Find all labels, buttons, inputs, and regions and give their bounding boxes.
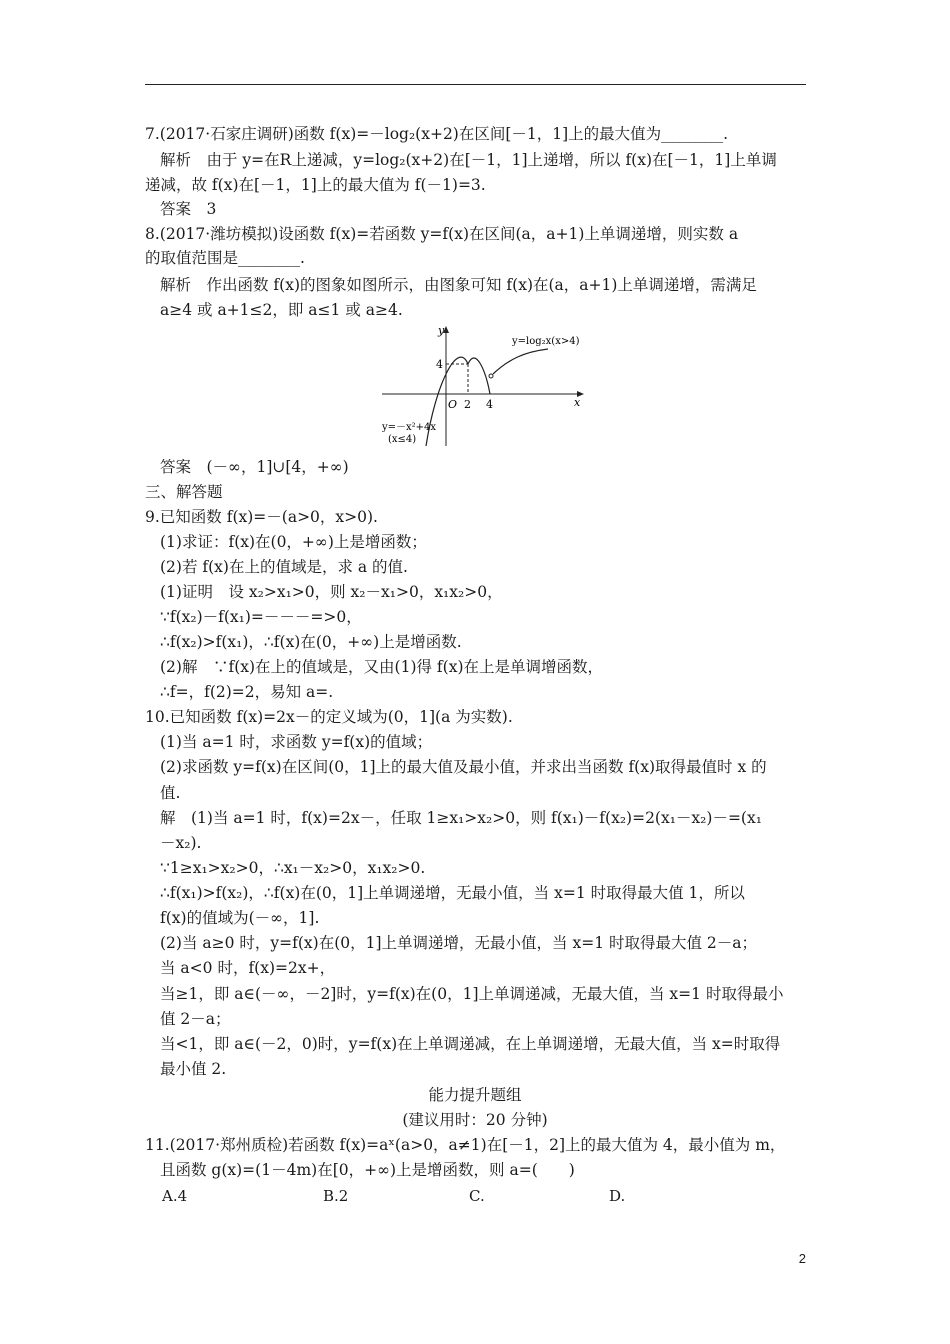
- header-rule: [145, 84, 806, 85]
- parabola-label: y=－x²+4x: [382, 422, 437, 433]
- suggested-time: (建议用时：20 分钟): [402, 1111, 548, 1129]
- group-title: 能力提升题组: [428, 1086, 522, 1104]
- problem-10-part-2-cont: 值.: [160, 784, 181, 802]
- problem-8-answer: 答案 (－∞，1]∪[4，+∞): [160, 458, 349, 476]
- problem-10-solution-2-case-a-cont: 值 2－a；: [160, 1010, 231, 1028]
- problem-9-proof-conclusion: ∴f(x₂)>f(x₁)，∴f(x)在(0，+∞)上是增函数.: [160, 633, 462, 651]
- problem-10-solution-1-range: f(x)的值域为(－∞，1].: [160, 909, 320, 927]
- problem-8-analysis-cont: a≥4 或 a+1≤2，即 a≤1 或 a≥4.: [160, 301, 403, 319]
- option-d: D.: [609, 1187, 626, 1205]
- page-number: 2: [798, 1251, 806, 1266]
- problem-9-proof-step: ∵f(x₂)－f(x₁)=－－－=>0，: [160, 608, 362, 626]
- problem-10-solution-2-case-a: 当≥1，即 a∈(－∞，－2]时，y=f(x)在(0，1]上单调递减，无最大值，当 x=1 时取得最小: [160, 985, 784, 1003]
- problem-10-solution-1-conclusion: ∴f(x₁)>f(x₂)，∴f(x)在(0，1]上单调递增，无最小值，当 x=1 时取得最大值 1，所以: [160, 884, 745, 902]
- problem-10-solution-2-case: 当 a<0 时，f(x)=2x+，: [160, 959, 336, 977]
- open-point: [489, 374, 493, 378]
- function-graph: [378, 322, 588, 450]
- parabola-domain-label: (x≤4): [388, 434, 417, 445]
- problem-9-solution-result: ∴f=，f(2)=2，易知 a=.: [160, 683, 334, 701]
- problem-8-stem: 8.(2017·潍坊模拟)设函数 f(x)=若函数 y=f(x)在区间(a，a+1)上单调递增，则实数 a: [145, 225, 739, 243]
- problem-7-analysis-cont: 递减，故 f(x)在[－1，1]上的最大值为 f(－1)=3.: [145, 176, 486, 194]
- problem-8-stem-cont: 的取值范围是________.: [145, 249, 305, 267]
- problem-7-stem: 7.(2017·石家庄调研)函数 f(x)=－log₂(x+2)在区间[－1，1]上的最大值为________.: [145, 125, 729, 143]
- problem-10-solution-1-cont: －x₂).: [160, 834, 202, 852]
- problem-7-analysis: 解析 由于 y=在R上递减，y=log₂(x+2)在[－1，1]上递增，所以 f(x)在[－1，1]上单调: [160, 151, 777, 169]
- section-heading: 三、解答题: [145, 483, 223, 501]
- problem-9-proof: (1)证明 设 x₂>x₁>0，则 x₂－x₁>0，x₁x₂>0，: [160, 583, 503, 601]
- tick-label-2: 2: [464, 398, 471, 411]
- problem-11-stem-cont: 且函数 g(x)=(1－4m)在[0，+∞)上是增函数，则 a=( ): [160, 1161, 575, 1179]
- problem-10-stem: 10.已知函数 f(x)=2x－的定义域为(0，1](a 为实数).: [145, 708, 513, 726]
- y-axis-label: y: [438, 324, 445, 337]
- problem-10-solution-1: 解 (1)当 a=1 时，f(x)=2x－，任取 1≥x₁>x₂>0，则 f(x₁)－f(x₂)=2(x₁－x₂)－=(x₁: [160, 809, 762, 827]
- option-a: A.4: [162, 1187, 188, 1205]
- problem-10-solution-1-step: ∵1≥x₁>x₂>0，∴x₁－x₂>0，x₁x₂>0.: [160, 859, 426, 877]
- problem-10-solution-2-case-b: 当<1，即 a∈(－2，0)时，y=f(x)在上单调递减，在上单调递增，无最大值，当 x=时取得: [160, 1035, 781, 1053]
- problem-10-part-2: (2)求函数 y=f(x)在区间(0，1]上的最大值及最小值，并求出当函数 f(x)取得最值时 x 的: [160, 758, 767, 776]
- problem-9-part-1: (1)求证：f(x)在(0，+∞)上是增函数；: [160, 533, 427, 551]
- tick-label-4x: 4: [486, 398, 493, 411]
- log-curve: [493, 349, 548, 374]
- problem-10-solution-2-case-b-cont: 最小值 2.: [160, 1060, 227, 1078]
- origin-label: O: [448, 398, 458, 411]
- problem-7-answer: 答案 3: [160, 200, 217, 218]
- option-c: C.: [469, 1187, 485, 1205]
- problem-9-part-2: (2)若 f(x)在上的值域是，求 a 的值.: [160, 558, 408, 576]
- log-curve-label: y=log₂x(x>4): [512, 336, 580, 347]
- x-axis-label: x: [574, 396, 581, 409]
- problem-9-solution: (2)解 ∵f(x)在上的值域是，又由(1)得 f(x)在上是单调增函数，: [160, 658, 603, 676]
- problem-8-analysis: 解析 作出函数 f(x)的图象如图所示，由图象可知 f(x)在(a，a+1)上单调递增，需满足: [160, 276, 757, 294]
- problem-10-part-1: (1)当 a=1 时，求函数 y=f(x)的值域；: [160, 733, 433, 751]
- problem-11-stem: 11.(2017·郑州质检)若函数 f(x)=aˣ(a>0，a≠1)在[－1，2]上的最大值为 4，最小值为 m，: [145, 1136, 786, 1154]
- option-b: B.2: [323, 1187, 349, 1205]
- tick-label-4y: 4: [436, 358, 443, 371]
- problem-10-solution-2: (2)当 a≥0 时，y=f(x)在(0，1]上单调递增，无最小值，当 x=1 时取得最大值 2－a；: [160, 934, 758, 952]
- problem-9-stem: 9.已知函数 f(x)=－(a>0，x>0).: [145, 508, 378, 526]
